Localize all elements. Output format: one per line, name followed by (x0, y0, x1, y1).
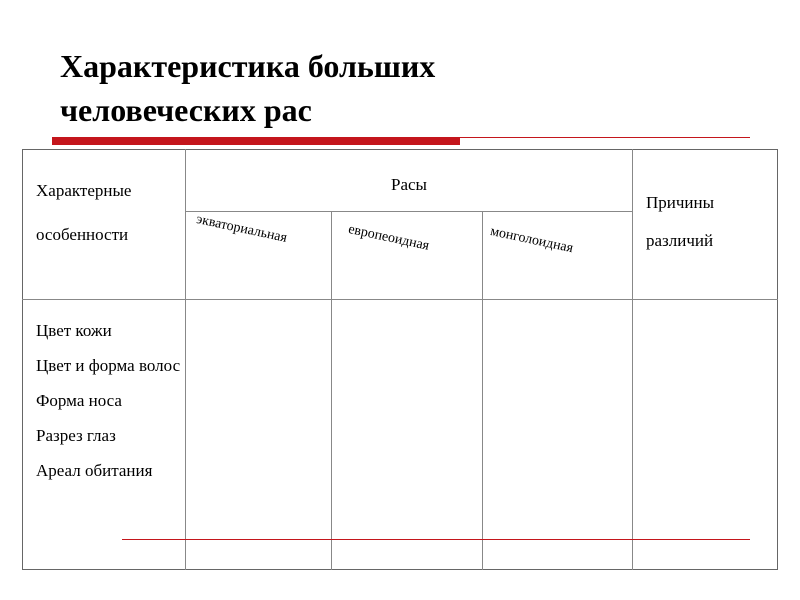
slide-title-line-2: человеческих рас (60, 92, 312, 128)
header-features (36, 180, 176, 268)
header-features-line-1: Характерные (36, 181, 132, 200)
row-label-skin-color: Цвет кожи (36, 321, 112, 340)
table-divider-h-header (22, 299, 778, 300)
header-reasons (646, 192, 766, 268)
table-divider-v-2 (331, 211, 332, 570)
row-labels (36, 320, 181, 495)
race-column-equatorial: экваториальная (194, 212, 289, 246)
row-label-nose: Форма носа (36, 391, 122, 410)
header-features-line-2: особенности (36, 225, 129, 244)
table-divider-v-3 (482, 211, 483, 570)
table-divider-v-1 (185, 149, 186, 570)
title-thin-rule (460, 137, 750, 138)
title-accent-rule (52, 137, 460, 145)
header-races: Расы (391, 175, 427, 194)
slide-title (60, 44, 620, 132)
slide-title-line-1: Характеристика больших (60, 48, 436, 84)
row-label-eyes: Разрез глаз (36, 426, 116, 445)
header-reasons-line-2: различий (646, 231, 714, 250)
race-column-europeoid: европеоидная (346, 222, 431, 254)
header-reasons-line-1: Причины (646, 193, 715, 212)
table-divider-v-4 (632, 149, 633, 570)
bottom-accent-rule (122, 539, 750, 540)
table-divider-h-races (185, 211, 632, 212)
race-column-mongoloid: монголоидная (488, 224, 575, 257)
row-label-hair: Цвет и форма волос (36, 356, 181, 375)
row-label-habitat: Ареал обитания (36, 461, 153, 480)
